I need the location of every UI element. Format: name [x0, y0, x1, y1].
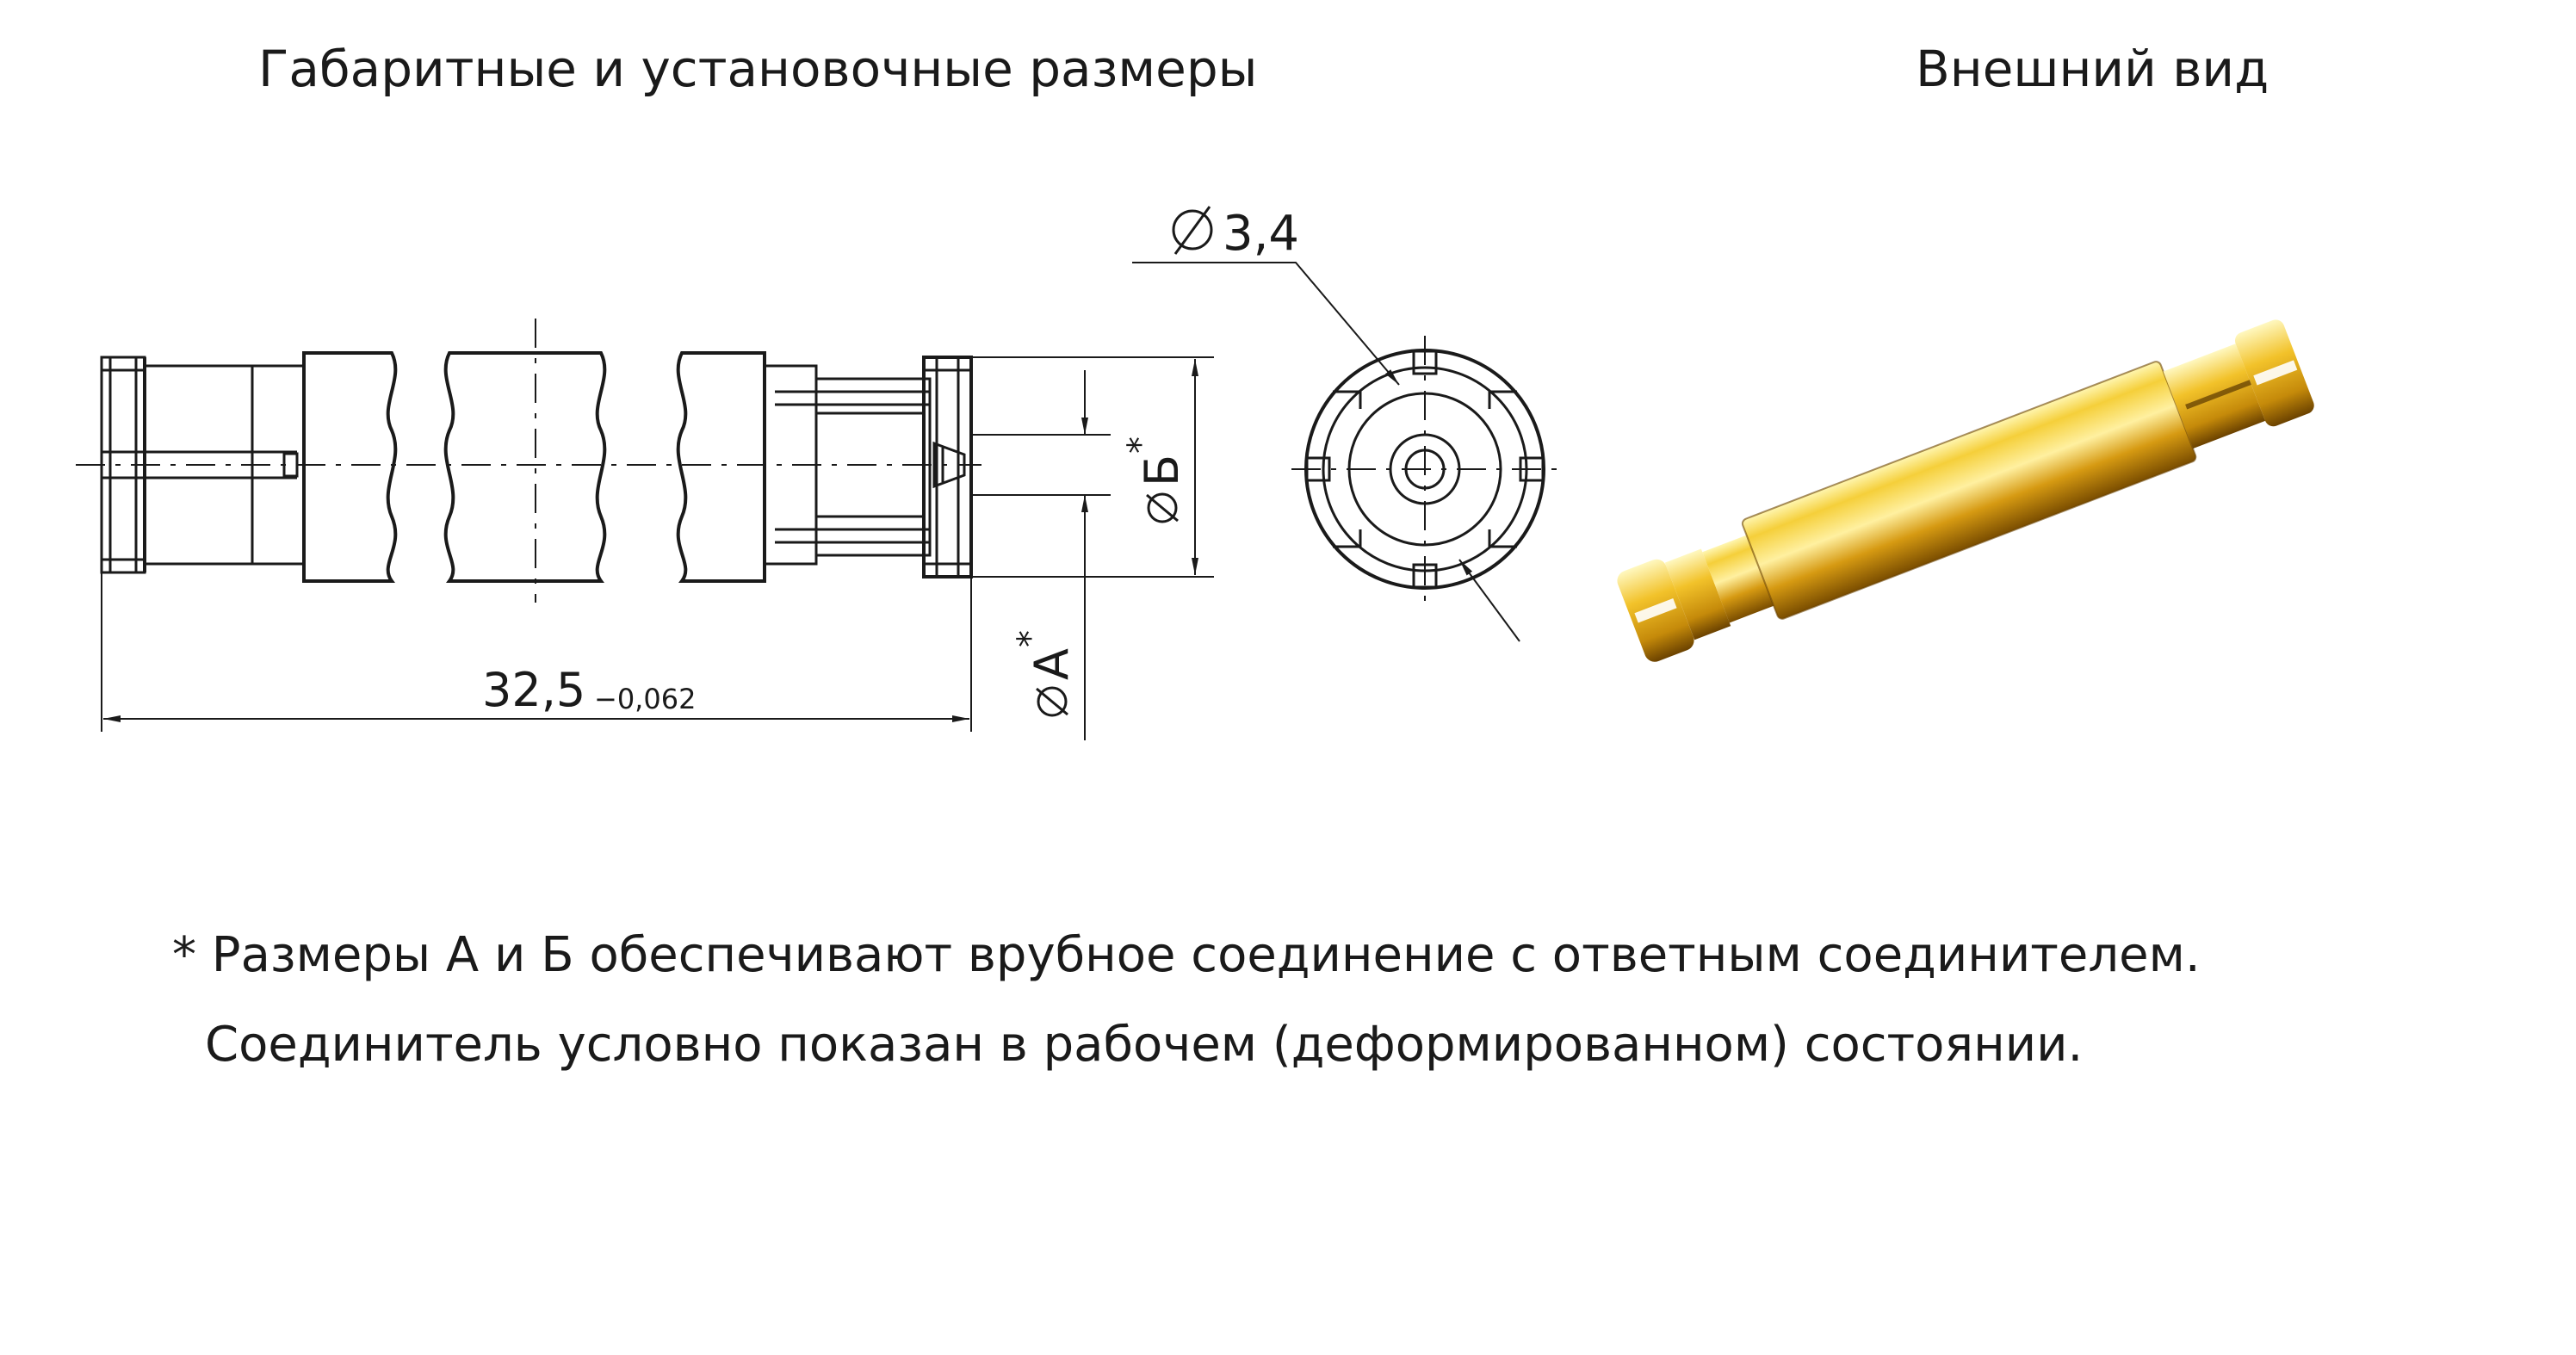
diameter-end-value: 3,4: [1223, 206, 1300, 262]
note-line-1: * Размеры А и Б обеспечивают врубное соединение с ответным соединителем.: [172, 927, 2201, 983]
diameter-b-label: [1121, 436, 1189, 522]
diameter-b-letter: Б: [1135, 454, 1189, 486]
diameter-a-label: [1011, 630, 1079, 715]
length-value: 32,5: [482, 663, 586, 717]
length-tolerance: −0,062: [594, 683, 697, 715]
dimensions-heading: Габаритные и установочные размеры: [258, 40, 1258, 98]
diameter-b-asterisk: *: [1121, 436, 1161, 454]
body-section: [304, 353, 765, 581]
main-body: [1741, 360, 2197, 620]
diameter-a-asterisk: *: [1011, 630, 1050, 647]
diameter-end-leader-2: [1459, 560, 1520, 641]
diameter-end-label: [1173, 206, 1299, 262]
connector-image: [1613, 314, 2318, 670]
appearance-heading: Внешний вид: [1916, 40, 2269, 98]
note-line-2: Соединитель условно показан в рабочем (деформированном) состоянии.: [205, 1017, 2084, 1073]
right-socket: [765, 357, 971, 577]
side-view: [76, 319, 1214, 740]
diameter-a-letter: A: [1025, 648, 1079, 680]
diameter-end-leader: [1132, 263, 1399, 385]
